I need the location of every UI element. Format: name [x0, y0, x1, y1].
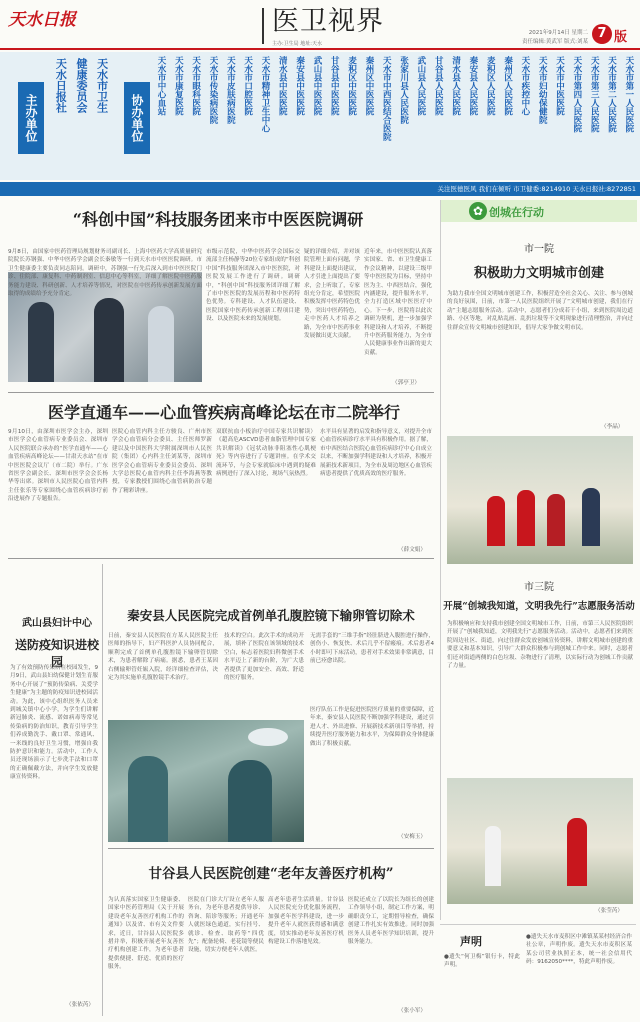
page-label: 版 — [614, 30, 628, 45]
coorg-label: 协办单位 — [124, 82, 150, 154]
forum-col4: 水平具有显著的启发和指导意义，对提升全市心血管疾病诊疗水平具有积极作用。据了解，市中西医结合医院心血管疾病诊疗中心自成立以来，不断加强学科建设和人才培养，积极开展新技术新项目，为全市及周边地区心血管疾病患者提供了优质高效的医疗服务。 — [320, 429, 432, 478]
s1-title: 积极助力文明城市创建 — [473, 266, 604, 281]
statement-title: 声明 — [460, 935, 482, 948]
photo-figure — [517, 490, 535, 546]
photo-figure — [148, 306, 174, 382]
host-unit: 天水日报社 — [54, 58, 68, 113]
creation-sidebar — [440, 200, 637, 920]
masthead — [0, 0, 640, 50]
qinan-headline: 秦安县人民医院完成首例单孔腹腔镜下输卵管切除术 — [127, 608, 415, 623]
photo-figure — [128, 756, 168, 842]
coorg-unit: 天水市传染病医院 — [207, 56, 218, 124]
coorg-unit: 天水市口腔医院 — [242, 56, 253, 116]
coorg-unit: 天水市第一人民医院 — [623, 56, 634, 133]
coorg-unit: 武山县人民医院 — [415, 56, 426, 116]
forum-headline: 医学直通车——心血管疾病高峰论坛在市二院举行 — [47, 403, 400, 422]
main-col3-text: 疑的详细介绍，并对该院管理上面有问题，学科建设上面提出建议，人才引进上面提出了要求，会上听取了，专家组充分肯定，希望医院积极发挥中医药特色优势，突出中医药特色，走中医药人才培养之路，为全市中医药事业发展做出更大贡献。 — [304, 249, 360, 340]
coorg-unit: 秦州区中医医院 — [363, 56, 374, 116]
photo-figure — [567, 818, 587, 886]
newspaper-logo: 天水日报 — [8, 10, 76, 30]
contact-text: 关注医德医风 我们在倾听 市卫健委:8214910 天水日报社:8272851 — [437, 185, 636, 193]
qinan-col2: 技术的空白。此次手术的成功开展，填补了医院在该领域的技术空白，标志着医院妇科微创手术水平迈上了新的台阶，为广大患者提供了更加安全、高效、舒适的医疗服务。 — [224, 633, 304, 682]
page-number-badge: 7 — [592, 24, 612, 44]
gangu-byline: （张小军） — [398, 1008, 426, 1014]
coorg-unit: 天水市精神卫生中心 — [259, 56, 270, 133]
coorg-unit: 甘谷县中医医院 — [329, 56, 340, 116]
wushan-byline: （张依芮） — [66, 1002, 94, 1008]
coorg-unit: 秦安县人民医院 — [467, 56, 478, 116]
s3-text: 为积极响应和支持我市创建全国文明城市工作，日前，市第三人民医院组织开展了“创城我知道，文明我先行”志愿服务活动。活动中，志愿者们来到医院周边社区、街道，向过往群众发放创城宣传资料，讲解文明城市创建的重要意义和基本知识，引导广大群众积极参与到创城工作中来。同时，志愿者们还对街道两侧的白色垃圾、杂物进行了清理，以实际行动为创城工作贡献了力量。 — [447, 621, 633, 670]
wushan-title-1: 武山县妇计中心 — [22, 618, 92, 629]
s3-title: 开展“创城我知道，文明我先行”志愿服务活动 — [443, 601, 635, 612]
photo-figure — [487, 496, 505, 546]
coorg-unit: 天水市第四人民医院 — [571, 56, 582, 133]
wushan-box — [8, 564, 103, 1016]
wushan-title-2: 送防疫知识进校园 — [14, 638, 99, 669]
photo-lamp — [248, 728, 288, 746]
coorg-unit: 天水市康复医院 — [173, 56, 184, 116]
photo-figure — [28, 302, 54, 382]
statement-left: ●遗失“何卫梅”银行卡，特此声明。 — [444, 954, 520, 969]
s1-volunteer-photo — [447, 436, 633, 564]
s3-byline: （张莹芮） — [595, 908, 623, 914]
badge-text: 创城在行动 — [489, 206, 544, 219]
photo-figure — [582, 488, 600, 546]
gangu-headline: 甘谷县人民医院创建“老年友善医疗机构” — [148, 866, 394, 882]
main-byline: （郭亭卫） — [392, 380, 420, 386]
photo-figure — [485, 826, 501, 886]
coorg-unit: 清水县人民医院 — [450, 56, 461, 116]
coorg-unit: 天水市中西医结合医院 — [381, 56, 392, 141]
sponsor-band — [0, 52, 640, 180]
editor-line: 主办:卫生局 地址:天水 — [272, 41, 322, 47]
coorg-unit: 甘谷县人民医院 — [433, 56, 444, 116]
gangu-col3: 高老年患者生活质量。甘谷县人民医院充分优化服务流程，加强老年医学科建设，进一步提升老年人就医获得感和满意度，切实推动老年友善医疗机构建设工作落地见效。 — [268, 897, 344, 946]
coorg-unit: 天水市中医医院 — [554, 56, 565, 116]
divider — [8, 558, 434, 559]
coorg-unit: 天水市疾控中心 — [519, 56, 530, 116]
divider — [8, 392, 434, 393]
forum-col3: 双联抗血小板治疗中国专家共识解读）《超高危ASCVD患者血脂管理中国专家共识解读》《冠状动脉非阻塞性心肌梗死》等内容进行了专题讲座。在学术交流环节，与会专家就临床中遇到的疑难病例进行了深入讨论，现场气氛热烈。 — [216, 429, 316, 478]
editor-credit: 责任编辑:黄武军 版式:刘某 — [522, 39, 588, 45]
coorg-unit: 清水县中医医院 — [277, 56, 288, 116]
coorg-unit: 麦积区人民医院 — [485, 56, 496, 116]
forum-byline: （薛文娟） — [398, 547, 426, 553]
leaf-icon: ✿ — [469, 202, 487, 220]
coorg-unit: 天水市皮肤病医院 — [225, 56, 236, 124]
qinan-byline: （安梅玉） — [398, 834, 426, 840]
main-col1: 9月8日，由国家中医药管理局规划财务司副司长、上海中医药大学高质量研究院院长苏钢强、中华中医药学会副会长秦敏等一行到天水市中医医院调研。市卫生健康委主要负责同志陪同。调研中，苏钢强一行先后深入到市中医医院门诊、住院部、康复科、中药制剂室、信息中心等科室，详细了解医院中医药服务能力建设、科研创新、人才培养等情况，对医院在中医药传承创新发展方面取得的成绩给予充分肯定。 — [8, 249, 202, 298]
divider — [108, 848, 434, 849]
coorg-units — [156, 56, 634, 176]
coorg-unit: 天水市第二人民医院 — [606, 56, 617, 133]
s1-byline: （李晶） — [601, 424, 624, 430]
qinan-col3: 无需手套的“三维手指”经肚脐进入腹腔进行操作，创伤小、恢复快、术后几乎不留瘢痕。术后患者4小时即可下床活动，患者对手术效果非常满意，目前已痊愈出院。 — [310, 633, 434, 665]
gangu-col2: 医院在门诊大厅设立老年人服务台，为老年患者提供导诊、咨询、陪诊等服务；开通老年人就医绿色通道，实行挂号、就诊、检查、取药等“四优先”；配备轮椅、老花镜等便民设施，切实方便老年人就医。 — [188, 897, 264, 954]
statement-right: ●遗失天水市麦积区中滩镇某某村经济合作社公章，声明作废。遗失天水市麦积区某某公司营业执照正本，统一社会信用代码：9162050****，特此声明作废。 — [526, 934, 632, 966]
coorg-unit: 天水市中心血站 — [156, 56, 166, 116]
gangu-col4: 医院还成立了以院长为组长的创建工作领导小组，制定工作方案，明确职责分工，定期督导检查，确保创建工作扎实有效推进。同时加强医务人员老年医学知识培训，提升服务能力。 — [348, 897, 434, 946]
date-line: 2021年9月14日 星期二 — [528, 30, 588, 36]
qinan-col1: 日前，秦安县人民医院在方某人民医院主任医师的指导下，妇产科医护人员协同配合，顺利完成了首例单孔腹腔镜下输卵管切除术，为患者解除了病痛。据悉，患者王某因右侧输卵管妊娠入院，经详细检查评估，决定为其实施单孔腹腔镜手术治疗。 — [108, 633, 218, 682]
host-units — [50, 58, 112, 174]
forum-col1: 9月10日，由深圳市医学会主办，深圳市医学会心血管病专业委员会、深圳市人民医院联合承办的“医学直通车——心血管疾病高峰论坛——甘肃天水站”在市中医医院会议厅（市二院）举行。广东省医学会副会长、深圳市医学会会长杨华等出席。深圳市人民医院心血管内科主任张乐等专家围绕心血管疾病诊疗前沿进展作了专题报告。 — [8, 429, 108, 503]
s1-unit: 市一院 — [524, 244, 554, 255]
host-label: 主办单位 — [18, 82, 44, 154]
coorg-unit: 武山县中医医院 — [311, 56, 322, 116]
coorg-unit: 麦积区中医医院 — [346, 56, 357, 116]
forum-col2: 医院心血管内科主任方骏良、广州市医学会心血管病分会委员、主任医师罗新建以及中国医科大学附属深圳市人民医院（集团）心内科主任刘某等，深圳市医学会心血管病专业委员会委员、深圳大学总医院心血管内科主任李海燕等教授，专家教授们围绕心血管病防治专题作了精彩讲座。 — [112, 429, 212, 494]
main-col2-text: 市级示范院，中华中医药学会国际交流部主任杨静等20位专家组成的“科创中国”科技服务团深入市中医医院，对医院发展工作进行了调研。调研中，“科创中国”科技服务团详细了解了市中医医院的发展历程和中医药特色优势。专科建设、人才队伍建设、医院国家中医药传承创新工程项目建设、以及医院未来的发展规划。 — [206, 249, 300, 323]
main-headline: “科创中国”科技服务团来市中医医院调研 — [72, 210, 364, 229]
coorg-unit: 秦州区人民医院 — [502, 56, 513, 116]
main-col2 — [8, 384, 202, 386]
qinan-col4: 医疗队伍工作是促进医院医疗质量的重要保障，近年来，秦安县人民医院不断加强学科建设，通过引进人才、外出进修、开展新技术新项目等举措，持续提升医疗服务能力和水平，为保障群众身体健康做出了积极贡献。 — [310, 707, 434, 747]
coorg-unit: 秦安县中医医院 — [294, 56, 305, 116]
qinan-surgery-photo — [108, 720, 304, 842]
host-unit: 天水市卫生 — [95, 58, 109, 113]
s3-volunteer-photo — [447, 778, 633, 904]
coorg-unit: 张家川县人民医院 — [398, 56, 409, 124]
wushan-text: 为了有效预防传染病在校园发生，9月9日，武山县妇幼保健计划生育服务中心开展了“预防传染病、关爱学生健康”为主题的防疫知识进校园活动。为此，该中心组织医务人员来到城关镇中心小学，为学生们讲解新冠肺炎、流感、诺如病毒等常见传染病的防治知识，教育引导学生们养成勤洗手、戴口罩、常通风、一米线的良好卫生习惯，增强自我防护意识和能力。活动中，工作人员还现场演示了七步洗手法和口罩的正确佩戴方法，并向学生发放健康宣传资料。 — [10, 665, 98, 781]
masthead-divider — [0, 48, 640, 50]
photo-figure — [228, 760, 272, 842]
main-col4-text: 近年来，市中医医院认真落实国家、省、市卫生健康工作会议精神，以建设三级甲等中医医院为目标，坚持中医为主、中西医结合，强化内涵建设，提升服务水平，全力打造区域中医医疗中心。下一步，医院将以此次调研为契机，进一步加强学科建设和人才培养，不断提升中医药服务能力，为全市人民健康事业作出新的更大贡献。 — [364, 249, 432, 356]
coorg-unit: 天水市第三人民医院 — [589, 56, 600, 133]
column-title: 医卫视界 — [272, 6, 384, 37]
s1-text: 为助力我市全国文明城市创建工作，积极营造全社会关心、关注、参与创城的良好氛围，日前，市第一人民医院组织开展了“文明城市创建，我们在行动”主题志愿服务活动。活动中，志愿者们分成若干小组，来到医院周边道路、小区等地，对乱贴乱画、乱扔垃圾等不文明现象进行清理整治，并向过往群众宣传文明城市创建知识，倡导大家争做文明市民。 — [447, 291, 633, 331]
title-rule — [262, 8, 264, 44]
s3-unit: 市三院 — [524, 582, 554, 593]
gangu-col1: 为认真落实国家卫生健康委、国家中医药管理局《关于开展建设老年友善医疗机构工作的通知》以及省、市有关文件要求，近日，甘谷县人民医院多措并举，积极开展老年友善医疗机构创建工作，为老年患者提供便捷、舒适、优质的医疗服务。 — [108, 897, 184, 971]
statement-box — [440, 924, 636, 1017]
coorg-unit: 天水市妇幼保健院 — [537, 56, 548, 124]
host-unit: 健康委员会 — [74, 58, 88, 113]
photo-figure — [547, 494, 565, 546]
photo-figure — [94, 298, 124, 382]
coorg-unit: 天水市眼科医院 — [190, 56, 201, 116]
